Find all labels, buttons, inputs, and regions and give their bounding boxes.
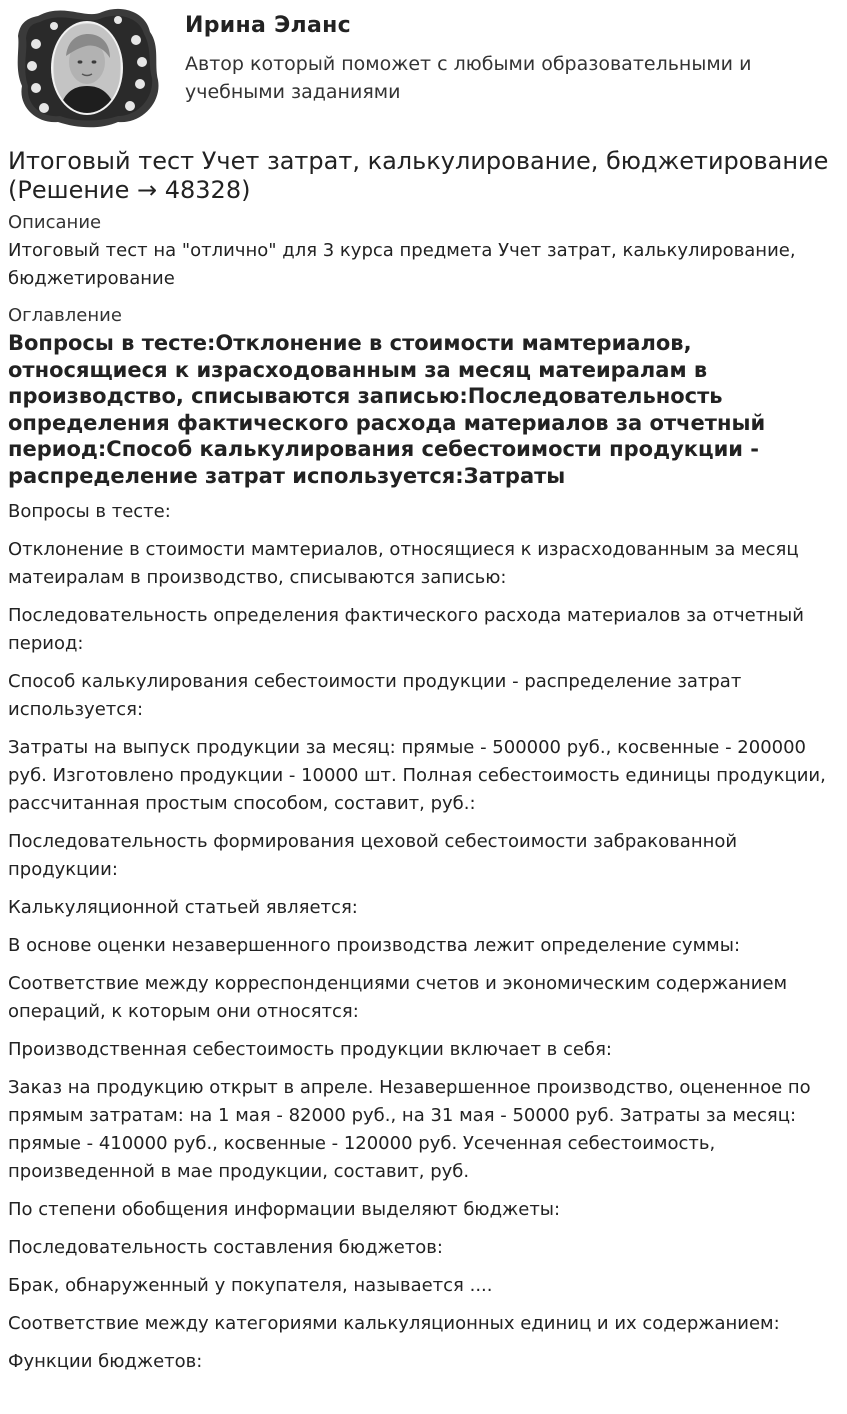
document-title: Итоговый тест Учет затрат, калькулирование, бюджетирование (Решение → 48328) xyxy=(8,147,829,204)
author-card xyxy=(8,0,839,135)
questions-list xyxy=(8,536,839,1376)
question-item: Соответствие между категориями калькуляционных единиц и их содержанием: xyxy=(8,1313,780,1334)
questions-intro: Вопросы в тесте: xyxy=(8,501,171,522)
question-item: Отклонение в стоимости мамтериалов, относящиеся к израсходованным за месяц матеиралам в производство, списываются записью: xyxy=(8,539,799,588)
question-item: Способ калькулирования себестоимости продукции - распределение затрат используется: xyxy=(8,671,742,720)
toc-heading: Вопросы в тесте:Отклонение в стоимости мамтериалов, относящиеся к израсходованным за месяц матеиралам в производство, списываются записью:Последовательность определения фактического расхода материалов за отчетный период:Способ калькулирования себестоимости продукции - распределение затрат используется:Затраты xyxy=(8,331,766,488)
question-item: Калькуляционной статьей является: xyxy=(8,897,358,918)
question-item: По степени обобщения информации выделяют бюджеты: xyxy=(8,1199,561,1220)
question-item: Последовательность определения фактического расхода материалов за отчетный период: xyxy=(8,605,804,654)
question-item: Производственная себестоимость продукции включает в себя: xyxy=(8,1039,612,1060)
description-text: Итоговый тест на "отлично" для 3 курса предмета Учет затрат, калькулирование, бюджетирование xyxy=(8,240,796,289)
author-avatar[interactable] xyxy=(14,6,160,128)
question-item: Заказ на продукцию открыт в апреле. Незавершенное производство, оцененное по прямым затратам: на 1 мая - 82000 руб., на 31 мая - 50000 руб. Затраты за месяц: прямые - 410000 руб., косвенные - 120000 руб. Усеченная себестоимость, произведенной в мае продукции, составит, руб. xyxy=(8,1077,811,1182)
question-item: Соответствие между корреспонденциями счетов и экономическим содержанием операций, к которым они относятся: xyxy=(8,973,788,1022)
toc-label: Оглавление xyxy=(8,305,122,326)
question-item: Брак, обнаруженный у покупателя, называется .... xyxy=(8,1275,493,1296)
author-description: Автор который поможет с любыми образовательными и учебными заданиями xyxy=(185,53,752,103)
question-item: Функции бюджетов: xyxy=(8,1351,203,1372)
question-item: Затраты на выпуск продукции за месяц: прямые - 500000 руб., косвенные - 200000 руб. Изготовлено продукции - 10000 шт. Полная себестоимость единицы продукции, рассчитанная простым способом, составит, руб.: xyxy=(8,737,826,814)
question-item: Последовательность составления бюджетов: xyxy=(8,1237,443,1258)
author-name[interactable]: Ирина Эланс xyxy=(185,13,351,38)
question-item: Последовательность формирования цеховой себестоимости забракованной продукции: xyxy=(8,831,738,880)
description-label: Описание xyxy=(8,212,102,233)
question-item: В основе оценки незавершенного производства лежит определение суммы: xyxy=(8,935,741,956)
